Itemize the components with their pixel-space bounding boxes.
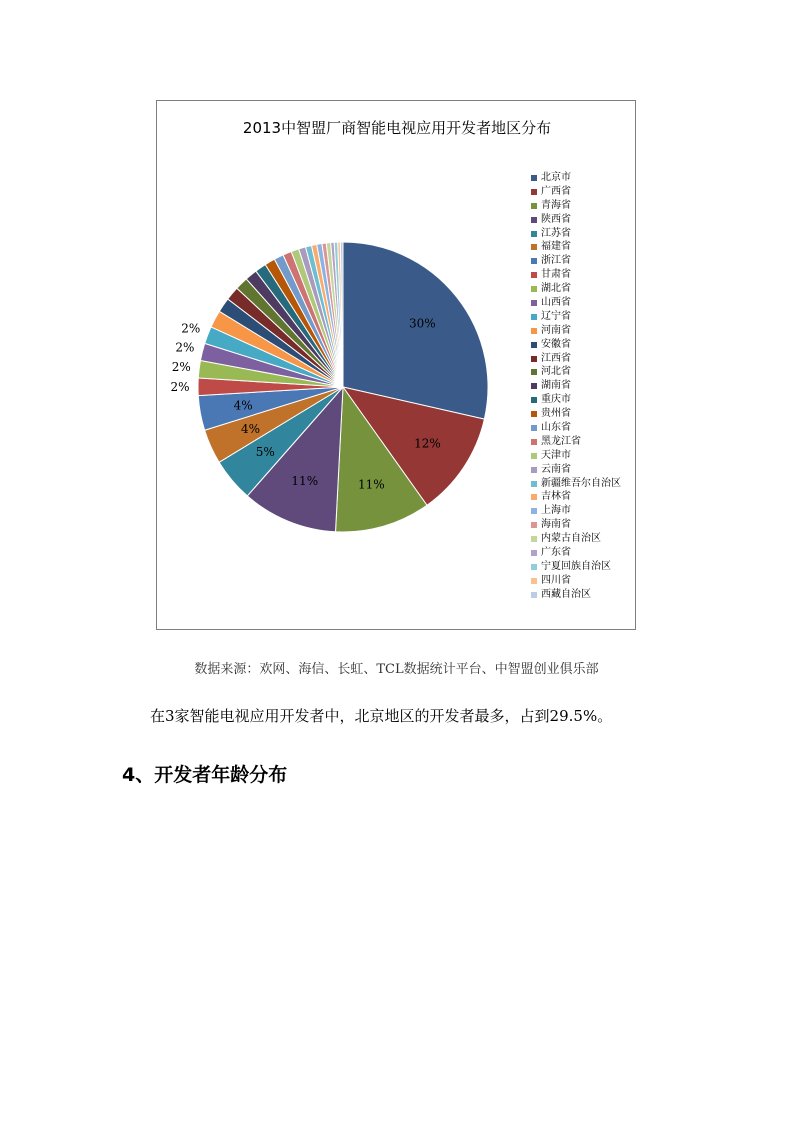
legend-label: 湖北省	[541, 283, 571, 295]
legend-label: 江西省	[541, 352, 571, 364]
chart-legend	[531, 171, 635, 602]
legend-item	[531, 504, 635, 518]
legend-swatch	[531, 272, 537, 278]
data-label-5: 5%	[255, 445, 275, 460]
body-paragraph: 在3家智能电视应用开发者中，北京地区的开发者最多，占到29.5%。	[150, 707, 613, 725]
legend-label: 广西省	[541, 185, 571, 197]
legend-item	[531, 393, 635, 407]
legend-label: 上海市	[541, 505, 571, 517]
legend-item	[531, 268, 635, 282]
legend-item	[531, 435, 635, 449]
legend-swatch	[531, 175, 537, 181]
legend-swatch	[531, 453, 537, 459]
data-label-8: 2%	[170, 379, 190, 394]
legend-label: 山东省	[541, 422, 571, 434]
data-label-3: 11%	[357, 477, 385, 492]
legend-label: 贵州省	[541, 408, 571, 420]
legend-item	[531, 324, 635, 338]
legend-item	[531, 185, 635, 199]
data-label-1: 30%	[408, 316, 436, 331]
legend-item	[531, 213, 635, 227]
legend-item	[531, 227, 635, 241]
legend-item	[531, 463, 635, 477]
legend-label: 云南省	[541, 463, 571, 475]
legend-label: 北京市	[541, 172, 571, 183]
legend-swatch	[531, 328, 537, 334]
legend-swatch	[531, 314, 537, 320]
legend-swatch	[531, 356, 537, 362]
legend-label: 西藏自治区	[541, 588, 591, 600]
legend-item	[531, 365, 635, 379]
data-label-2: 12%	[414, 436, 441, 451]
legend-item	[531, 588, 635, 602]
legend-item	[531, 296, 635, 310]
legend-swatch	[531, 244, 537, 250]
legend-swatch	[531, 258, 537, 264]
legend-label: 江苏省	[541, 227, 571, 239]
legend-swatch	[531, 369, 537, 375]
legend-swatch	[531, 508, 537, 514]
chart-frame	[156, 100, 636, 630]
legend-label: 甘肃省	[541, 269, 571, 281]
legend-label: 四川省	[541, 574, 571, 586]
legend-label: 海南省	[541, 519, 571, 531]
legend-label: 浙江省	[541, 255, 571, 267]
legend-swatch	[531, 300, 537, 306]
legend-item	[531, 449, 635, 463]
legend-label: 吉林省	[541, 491, 571, 503]
legend-label: 河北省	[541, 366, 571, 378]
legend-swatch	[531, 231, 537, 237]
legend-label: 湖南省	[541, 380, 571, 392]
legend-label: 广东省	[541, 547, 571, 559]
legend-item	[531, 421, 635, 435]
legend-label: 河南省	[541, 324, 571, 336]
legend-item	[531, 407, 635, 421]
legend-label: 重庆市	[541, 394, 571, 406]
legend-label: 新疆维吾尔自治区	[541, 477, 621, 489]
chart-title: 2013中智盟厂商智能电视应用开发者地区分布	[242, 119, 552, 137]
data-label-9: 2%	[171, 359, 191, 374]
data-label-6: 4%	[240, 421, 261, 436]
legend-swatch	[531, 578, 537, 584]
legend-swatch	[531, 203, 537, 209]
legend-swatch	[531, 383, 537, 389]
legend-label: 天津市	[541, 449, 571, 461]
legend-swatch	[531, 536, 537, 542]
data-label-4: 11%	[291, 474, 319, 489]
legend-swatch	[531, 189, 537, 195]
legend-swatch	[531, 494, 537, 500]
legend-swatch	[531, 342, 537, 348]
legend-item	[531, 477, 635, 491]
data-label-11: 2%	[181, 321, 201, 336]
legend-item	[531, 379, 635, 393]
legend-swatch	[531, 425, 537, 431]
legend-item	[531, 574, 635, 588]
legend-label: 辽宁省	[541, 310, 571, 322]
legend-swatch	[531, 411, 537, 417]
legend-item	[531, 199, 635, 213]
section-heading: 4、开发者年龄分布	[122, 764, 288, 786]
legend-item	[531, 352, 635, 366]
legend-swatch	[531, 286, 537, 292]
legend-label: 内蒙古自治区	[541, 533, 601, 545]
legend-swatch	[531, 467, 537, 473]
legend-item	[531, 532, 635, 546]
legend-swatch	[531, 439, 537, 445]
legend-swatch	[531, 397, 537, 403]
legend-item	[531, 310, 635, 324]
legend-item	[531, 338, 635, 352]
legend-item	[531, 546, 635, 560]
legend-label: 福建省	[541, 241, 571, 253]
legend-label: 黑龙江省	[541, 435, 581, 447]
legend-swatch	[531, 217, 537, 223]
legend-item	[531, 171, 635, 185]
legend-item	[531, 560, 635, 574]
legend-label: 安徽省	[541, 338, 571, 350]
legend-item	[531, 254, 635, 268]
legend-label: 陕西省	[541, 213, 571, 225]
legend-item	[531, 240, 635, 254]
legend-item	[531, 518, 635, 532]
legend-label: 山西省	[541, 297, 571, 309]
legend-swatch	[531, 592, 537, 598]
data-label-10: 2%	[175, 340, 195, 355]
legend-item	[531, 490, 635, 504]
data-source-caption: 数据来源：欢网、海信、长虹、TCL数据统计平台、中智盟创业俱乐部	[194, 662, 599, 677]
legend-swatch	[531, 481, 537, 487]
legend-label: 宁夏回族自治区	[541, 560, 611, 572]
legend-item	[531, 282, 635, 296]
legend-swatch	[531, 564, 537, 570]
legend-swatch	[531, 522, 537, 528]
data-label-7: 4%	[233, 398, 253, 413]
legend-swatch	[531, 550, 537, 556]
legend-label: 青海省	[541, 199, 571, 211]
